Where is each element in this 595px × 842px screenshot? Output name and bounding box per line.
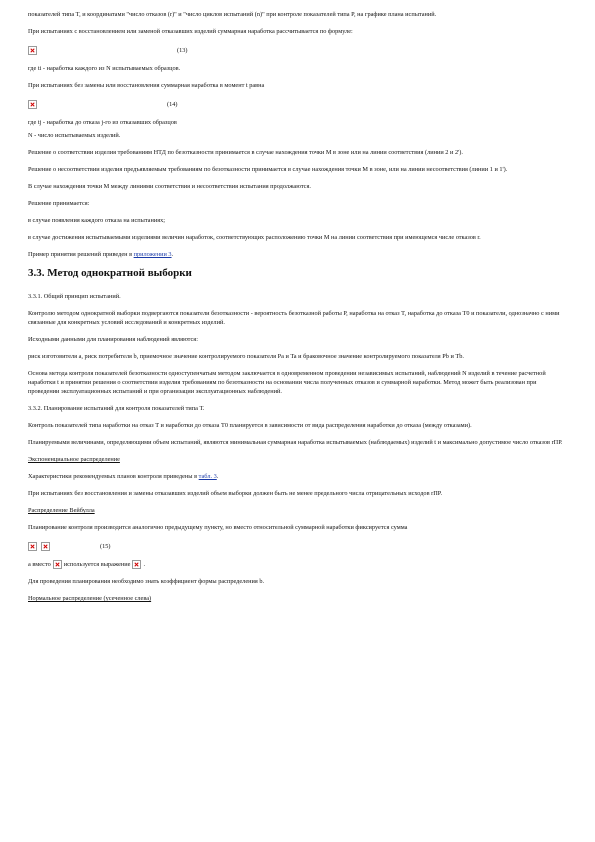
paragraph-ti-definition: где ti - наработка каждого из N испытываемых образцов. [28, 65, 181, 72]
broken-image-icon [53, 560, 62, 569]
paragraph-example-reference: Пример принятия решений приведен в приложении 3. [28, 251, 174, 258]
paragraph-general-principle: 3.3.1. Общий принцип испытаний. [28, 293, 121, 300]
paragraph-weibull-planning: Планирование контроля производится аналогично предыдущему пункту, но вместо относительной суммарной наработки фиксируется сумма [28, 524, 408, 531]
paragraph-tj-definition: где tj - наработка до отказа j-го из отказавших образцов [28, 119, 177, 126]
paragraph-sample-size: При испытаниях без восстановления и замены отказавших изделий объем выборки должен быть не менее предельного числа отрицательных исходов rПР. [28, 490, 443, 497]
formula-14 [28, 98, 567, 110]
paragraph-continue-testing: В случае нахождения точки M между линиями соответствия и несоответствия испытания продолжаются. [28, 183, 311, 190]
table-3-link[interactable]: табл. 3 [198, 473, 217, 480]
paragraph-planned-values: Планируемыми величинами, определяющими объем испытаний, являются минимальная суммарная наработка испытываемых (наблюдаемых) изделий t и максимально допустимое число отказов rПР. [28, 439, 563, 446]
formula-number: (13) [177, 46, 188, 54]
paragraph-table-reference: Характеристики рекомендуемых планов контроля приведены в табл. 3. [28, 473, 219, 480]
formula-number: (15) [100, 542, 111, 550]
paragraph-runtime-reached: в случае достижения испытываемыми изделиями величин наработок, соответствующих расположению точки M на линии соответствия при имеющемся числе отказов r. [28, 234, 481, 241]
paragraph-shape-coefficient: Для проведения планирования необходимо знать коэффициент формы распределения b. [28, 578, 265, 586]
paragraph-single-sample-control: Контролю методом однократной выборки подвергаются показатели безотказности - вероятность безотказной работы P, наработка на отказ T, наработка до отказа T0 и показатели, однозначно с ними связанные для конкретных условий исследований и конкретных изделий. [28, 310, 560, 326]
paragraph-n-definition: N - число испытываемых изделий. [28, 132, 121, 139]
paragraph-plan-graph: показателей типа T, и координатами "число отказов (r)" и "число циклов испытаний (n)" при контроле показателей типа P, на графике плана испытаний. [28, 11, 437, 18]
broken-image-icon [28, 46, 37, 55]
paragraph-decision-made: Решение принимается: [28, 200, 90, 207]
formula-15 [28, 540, 567, 552]
broken-image-icon [28, 100, 37, 109]
paragraph-each-failure: в случае появления каждого отказа на испытаниях; [28, 217, 165, 224]
paragraph-control-t: Контроль показателей типа наработки на отказ T и наработки до отказа T0 планируется в зависимости от вида распределения наработки до отказа (между отказами). [28, 422, 472, 429]
paragraph-total-runtime-formula-intro: При испытаниях с восстановлением или заменой отказавших изделий суммарная наработка рассчитывается по формуле: [28, 28, 353, 35]
formula-number: (14) [167, 100, 178, 108]
appendix-3-link[interactable]: приложении 3 [133, 251, 172, 258]
broken-image-icon [132, 560, 141, 569]
paragraph-risks: риск изготовителя a, риск потребителя b, приемочное значение контролируемого показателя Pa и Ta и браковочное значение контролируемого показателя Pb и Tb. [28, 353, 464, 360]
paragraph-method-basis: Основа метода контроля показателей безотказности одноступенчатым методом заключается в одновременном проведении независимых испытаний, наблюдений N изделий в течение расчетной наработки t и принятии решения о соответствии изделия требованиям по безотказности на основании числа полученных отказов и суммарной наработки. Метод может быть реализован при проведении эксплуатационных испытаний и при организации эксплуатационных наблюдений. [28, 370, 546, 395]
subheading-normal: Нормальное распределение (усеченное слева) [28, 595, 152, 603]
subheading-weibull: Распределение Вейбулла [28, 507, 95, 514]
paragraph-compliance-decision: Решение о соответствии изделия требованиям НТД по безотказности принимается в случае нахождения точки M в зоне или на линии соответствия (линии 2 и 2'). [28, 149, 463, 156]
paragraph-planning-type-t: 3.3.2. Планирование испытаний для контроля показателей типа T. [28, 405, 205, 412]
subheading-exponential: Экспоненциальное распределение [28, 456, 120, 463]
section-heading: 3.3. Метод однократной выборки [28, 267, 192, 279]
broken-image-icon [28, 542, 37, 551]
paragraph-instead-of: а вместо используется выражение . [28, 561, 146, 568]
broken-image-icon [41, 542, 50, 551]
paragraph-noncompliance-decision: Решение о несоответствии изделия предъявляемым требованиям по безотказности принимается в случае нахождения точки M в зоне, или на линии несоответствия (линии 1 и 1'). [28, 166, 508, 173]
paragraph-initial-data: Исходными данными для планирования наблюдений являются: [28, 336, 198, 343]
formula-13 [28, 44, 567, 56]
paragraph-no-replacement: При испытаниях без замены или восстановления суммарная наработка в момент t равна [28, 82, 265, 89]
